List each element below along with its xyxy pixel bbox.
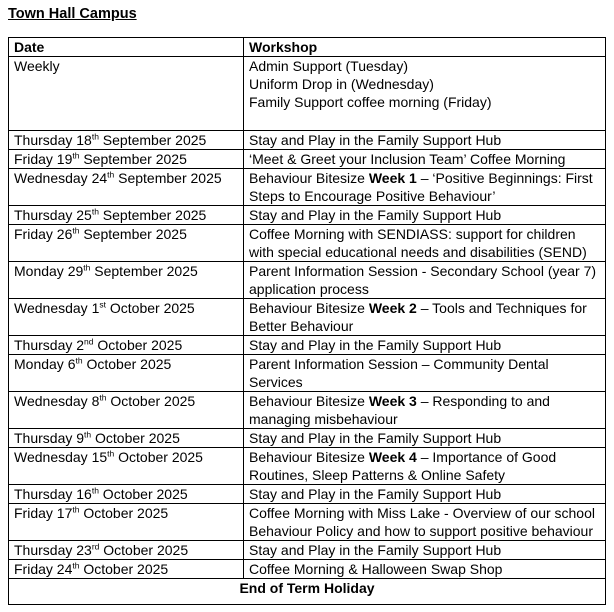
ordinal-suffix: st xyxy=(99,299,106,310)
table-row xyxy=(9,299,606,336)
bold-text: Week 1 xyxy=(368,170,417,186)
workshop-cell xyxy=(244,429,606,448)
workshop-cell xyxy=(244,131,606,150)
workshop-line xyxy=(249,75,600,93)
text: – ‘Positive Beginnings: First Steps to Encourage Positive Behaviour’ xyxy=(249,170,593,204)
date-cell xyxy=(9,504,244,541)
workshop-cell xyxy=(244,485,606,504)
ordinal-suffix: th xyxy=(72,150,80,161)
ordinal-suffix: rd xyxy=(91,541,100,552)
text: Behaviour Bitesize xyxy=(249,393,369,409)
workshop-line xyxy=(249,560,600,578)
workshop-cell xyxy=(244,299,606,336)
text: Stay and Play in the Family Support Hub xyxy=(249,132,502,148)
text: Behaviour Bitesize xyxy=(249,449,369,465)
bold-text: Week 4 xyxy=(368,449,417,465)
text: Thursday 18 xyxy=(14,132,92,148)
table-row xyxy=(9,485,606,504)
text: Friday 17 xyxy=(14,505,73,521)
text: Thursday 16 xyxy=(14,486,92,502)
workshop-cell xyxy=(244,355,606,392)
date-cell xyxy=(9,169,244,206)
workshop-cell xyxy=(244,57,606,131)
text: Stay and Play in the Family Support Hub xyxy=(249,542,502,558)
text: ‘Meet & Greet your Inclusion Team’ Coffee Morning xyxy=(249,151,566,167)
text: September 2025 xyxy=(79,226,187,242)
date-cell xyxy=(9,206,244,225)
text: – Tools and Techniques for Better Behaviour xyxy=(249,300,587,334)
text: Thursday 2 xyxy=(14,337,85,353)
text: Parent Information Session – Community Dental Services xyxy=(249,356,549,390)
table-row xyxy=(9,355,606,392)
ordinal-suffix: nd xyxy=(84,336,94,347)
workshop-line xyxy=(249,336,600,354)
date-cell xyxy=(9,429,244,448)
workshop-cell xyxy=(244,225,606,262)
workshop-line xyxy=(249,504,600,540)
workshop-cell xyxy=(244,169,606,206)
workshop-line xyxy=(249,150,600,168)
table-row xyxy=(9,448,606,485)
table-row xyxy=(9,504,606,541)
holiday-row xyxy=(9,579,606,605)
text: Wednesday 15 xyxy=(14,449,108,465)
text: October 2025 xyxy=(82,356,172,372)
workshop-cell xyxy=(244,541,606,560)
text: October 2025 xyxy=(99,542,189,558)
ordinal-suffix: th xyxy=(72,560,80,571)
workshop-line xyxy=(249,448,600,484)
text: October 2025 xyxy=(106,393,196,409)
date-cell xyxy=(9,392,244,429)
workshop-line xyxy=(249,57,600,75)
text: Thursday 9 xyxy=(14,430,85,446)
text: October 2025 xyxy=(91,430,180,446)
date-cell xyxy=(9,448,244,485)
text: Stay and Play in the Family Support Hub xyxy=(249,430,502,446)
workshop-cell xyxy=(244,560,606,579)
schedule-table xyxy=(8,37,606,605)
date-cell xyxy=(9,262,244,299)
workshop-cell xyxy=(244,448,606,485)
text: September 2025 xyxy=(98,132,207,148)
text: Thursday 25 xyxy=(14,207,92,223)
text: Parent Information Session - Secondary School (year 7) application process xyxy=(249,263,597,297)
text: Friday 26 xyxy=(14,226,73,242)
table-row xyxy=(9,336,606,355)
text: October 2025 xyxy=(79,505,169,521)
text: Wednesday 1 xyxy=(14,300,100,316)
workshop-cell xyxy=(244,206,606,225)
ordinal-suffix: th xyxy=(107,448,115,459)
table-row xyxy=(9,150,606,169)
date-cell xyxy=(9,355,244,392)
text: October 2025 xyxy=(79,561,169,577)
workshop-line xyxy=(249,299,600,335)
date-cell xyxy=(9,541,244,560)
schedule-table-body xyxy=(9,57,606,605)
workshop-cell xyxy=(244,504,606,541)
text: Coffee Morning with Miss Lake - Overview of our school Behaviour Policy and how to support positive behaviour xyxy=(249,505,595,539)
document-title: Town Hall Campus xyxy=(8,6,137,22)
workshop-cell xyxy=(244,262,606,299)
text: October 2025 xyxy=(105,300,195,316)
text: – Responding to and managing misbehaviour xyxy=(249,393,550,427)
table-row xyxy=(9,225,606,262)
bold-text: Week 3 xyxy=(368,393,417,409)
date-column-header: Date xyxy=(9,38,244,57)
workshop-line xyxy=(249,262,600,298)
text: Friday 19 xyxy=(14,151,73,167)
workshop-line xyxy=(249,392,600,428)
workshop-line xyxy=(249,355,600,391)
table-row xyxy=(9,429,606,448)
text: Wednesday 24 xyxy=(14,170,108,186)
text: Behaviour Bitesize xyxy=(249,170,369,186)
ordinal-suffix: th xyxy=(99,392,107,403)
text: Coffee Morning & Halloween Swap Shop xyxy=(249,561,503,577)
workshop-line xyxy=(249,169,600,205)
workshop-column-header: Workshop xyxy=(244,38,606,57)
text: September 2025 xyxy=(90,263,198,279)
workshop-cell xyxy=(244,336,606,355)
text: Family Support coffee morning (Friday) xyxy=(249,94,492,110)
text: October 2025 xyxy=(98,486,188,502)
text: September 2025 xyxy=(114,170,222,186)
date-cell xyxy=(9,299,244,336)
workshop-line xyxy=(249,485,600,503)
table-row xyxy=(9,541,606,560)
text: Monday 6 xyxy=(14,356,76,372)
table-row xyxy=(9,57,606,131)
ordinal-suffix: th xyxy=(72,225,80,236)
ordinal-suffix: th xyxy=(72,504,80,515)
ordinal-suffix: th xyxy=(84,429,92,440)
text: Thursday 23 xyxy=(14,542,92,558)
text: Admin Support (Tuesday) xyxy=(249,58,408,74)
ordinal-suffix: th xyxy=(91,206,99,217)
text: September 2025 xyxy=(98,207,207,223)
text: Stay and Play in the Family Support Hub xyxy=(249,486,502,502)
ordinal-suffix: th xyxy=(91,485,99,496)
date-cell xyxy=(9,225,244,262)
date-cell xyxy=(9,150,244,169)
text: Behaviour Bitesize xyxy=(249,300,369,316)
table-header-row xyxy=(9,38,606,57)
table-row xyxy=(9,169,606,206)
table-row xyxy=(9,206,606,225)
date-cell xyxy=(9,336,244,355)
workshop-line xyxy=(249,225,600,261)
text: Monday 29 xyxy=(14,263,84,279)
date-cell xyxy=(9,485,244,504)
table-row xyxy=(9,560,606,579)
text: Uniform Drop in (Wednesday) xyxy=(249,76,434,92)
workshop-cell xyxy=(244,150,606,169)
ordinal-suffix: th xyxy=(75,355,83,366)
text: October 2025 xyxy=(114,449,203,465)
text: Friday 24 xyxy=(14,561,73,577)
date-cell xyxy=(9,131,244,150)
text: Stay and Play in the Family Support Hub xyxy=(249,207,502,223)
holiday-label: End of Term Holiday xyxy=(9,579,606,605)
workshop-line xyxy=(249,131,600,149)
text: – Importance of Good Routines, Sleep Patterns & Online Safety xyxy=(249,449,557,483)
workshop-line xyxy=(249,206,600,224)
date-cell xyxy=(9,57,244,131)
text: Coffee Morning with SENDIASS: support for children with special educational needs and disabilities (SEND) xyxy=(249,226,587,260)
ordinal-suffix: th xyxy=(107,169,115,180)
ordinal-suffix: th xyxy=(91,131,99,142)
workshop-line xyxy=(249,93,600,111)
workshop-line xyxy=(249,541,600,559)
text: September 2025 xyxy=(79,151,187,167)
ordinal-suffix: th xyxy=(83,262,91,273)
workshop-line xyxy=(249,429,600,447)
text: Weekly xyxy=(14,58,60,74)
table-row xyxy=(9,262,606,299)
table-row xyxy=(9,392,606,429)
date-cell xyxy=(9,560,244,579)
text: Stay and Play in the Family Support Hub xyxy=(249,337,502,353)
bold-text: Week 2 xyxy=(368,300,417,316)
text: October 2025 xyxy=(93,337,183,353)
table-row xyxy=(9,131,606,150)
workshop-cell xyxy=(244,392,606,429)
text: Wednesday 8 xyxy=(14,393,100,409)
